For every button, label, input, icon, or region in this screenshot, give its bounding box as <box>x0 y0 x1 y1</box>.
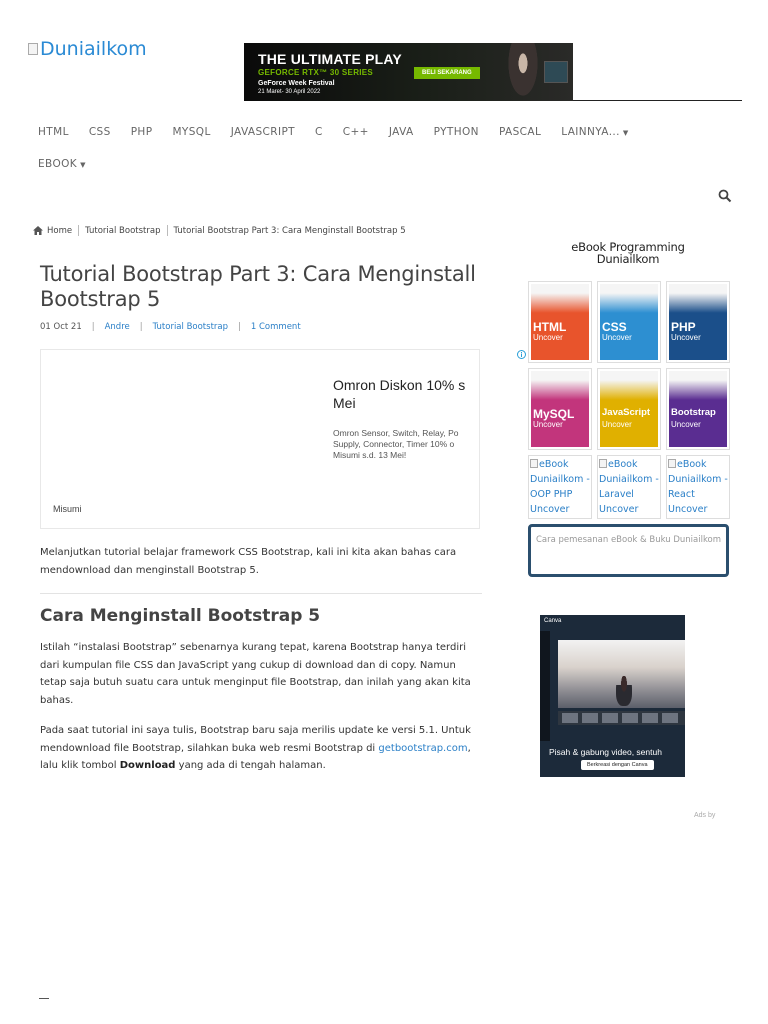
logo-alt-text: Duniailkom <box>40 38 147 60</box>
canva-sidebar <box>540 631 550 741</box>
main-nav <box>28 122 728 186</box>
article-intro: Melanjutkan tutorial belajar framework CSS Bootstrap, kali ini kita akan bahas cara mendownload dan menginstall Bootstrap 5. <box>40 547 457 576</box>
broken-image-icon <box>668 459 676 468</box>
ebook-broken-image-link[interactable]: eBook Duniailkom - Laravel Uncover <box>597 455 661 519</box>
banner-monitor-image <box>544 61 568 83</box>
inline-ad-description: Omron Sensor, Switch, Relay, Po Supply, Connector, Timer 10% o Misumi s.d. 13 Mei! <box>333 428 459 460</box>
ebook-sublabel: Uncover <box>533 333 563 342</box>
ebook-cover-javascript[interactable] <box>597 368 661 450</box>
article-meta: 01 Oct 21 | Andre | Tutorial Bootstrap | 1 Comment <box>40 322 301 332</box>
nav-item-html[interactable]: HTML <box>38 126 69 138</box>
ebook-cover-mysql[interactable] <box>528 368 592 450</box>
banner-subhead: GEFORCE RTX™ 30 SERIES <box>258 68 374 77</box>
order-info-link[interactable]: Cara pemesanan eBook & Buku Duniailkom <box>528 524 729 577</box>
inline-ad-source: Misumi <box>53 504 82 514</box>
broken-image-icon <box>530 459 538 468</box>
breadcrumb <box>33 225 406 236</box>
article-date: 01 Oct 21 <box>40 322 82 332</box>
site-logo[interactable] <box>28 38 147 60</box>
nav-item-java[interactable]: JAVA <box>388 126 414 138</box>
getbootstrap-link[interactable]: getbootstrap.com <box>378 742 468 754</box>
nav-item-php[interactable]: PHP <box>130 126 153 138</box>
section-heading: Cara Menginstall Bootstrap 5 <box>40 606 321 626</box>
breadcrumb-separator <box>78 225 79 236</box>
canva-logo: Canva <box>544 618 562 624</box>
top-banner-ad[interactable] <box>244 43 573 101</box>
broken-image-icon <box>28 43 38 55</box>
ebook-label: CSS <box>602 320 627 334</box>
banner-event: GeForce Week Festival <box>258 80 335 87</box>
ebook-label: Bootstrap <box>671 407 716 418</box>
nav-item-lainnya[interactable]: LAINNYA... ▼ <box>561 126 629 138</box>
download-keyword: Download <box>119 760 176 771</box>
nav-item-ebook[interactable]: EBOOK ▼ <box>38 158 86 170</box>
breadcrumb-current: Tutorial Bootstrap Part 3: Cara Menginstall Bootstrap 5 <box>173 225 406 236</box>
ebook-label: PHP <box>671 320 696 334</box>
nav-item-mysql[interactable]: MYSQL <box>172 126 211 138</box>
ads-by-label[interactable]: Ads by <box>694 812 716 819</box>
article-category-link[interactable]: Tutorial Bootstrap <box>152 322 229 332</box>
ebook-sublabel: Uncover <box>671 333 701 342</box>
canva-timeline <box>558 711 685 725</box>
ebook-broken-image-link[interactable]: eBook Duniailkom - OOP PHP Uncover <box>528 455 592 519</box>
footer-dash <box>39 998 49 999</box>
canva-tagline: Pisah & gabung video, sentuh <box>549 747 662 757</box>
caret-down-icon: ▼ <box>80 161 86 169</box>
ebook-label: MySQL <box>533 407 575 421</box>
banner-person-image <box>506 43 540 101</box>
ebook-sublabel: Uncover <box>533 420 563 429</box>
ebook-label: JavaScript <box>602 407 651 418</box>
home-icon <box>33 226 43 235</box>
info-icon[interactable] <box>517 350 526 359</box>
nav-item-javascript[interactable]: JAVASCRIPT <box>230 126 295 138</box>
nav-item-pascal[interactable]: PASCAL <box>498 126 542 138</box>
inline-ad-headline-2: Mei <box>333 395 356 411</box>
ebook-cover-bootstrap[interactable] <box>666 368 730 450</box>
section-divider <box>40 593 482 594</box>
nav-item-css[interactable]: CSS <box>88 126 111 138</box>
canva-preview-image <box>558 640 685 708</box>
canva-ad[interactable] <box>540 615 685 777</box>
article-paragraph-1: Istilah “instalasi Bootstrap” sebenarnya kurang tepat, karena Bootstrap hanya terdiri dari kumpulan file CSS dan JavaScript yang cukup di download dan di copy. Namun tetap saja butuh suatu cara untuk menginput file Bootstrap, dan inilah yang akan kita bahas. <box>40 642 471 706</box>
nav-item-python[interactable]: PYTHON <box>433 126 479 138</box>
breadcrumb-separator <box>167 225 168 236</box>
nav-row-2 <box>28 154 728 174</box>
banner-buy-button[interactable]: BELI SEKARANG <box>414 67 480 79</box>
canva-cta-button[interactable]: Berkreasi dengan Canva <box>581 760 654 770</box>
article-title: Tutorial Bootstrap Part 3: Cara Menginstall Bootstrap 5 <box>40 262 476 311</box>
ebook-cover-html[interactable] <box>528 281 592 363</box>
banner-dates: 21 Maret- 30 April 2022 <box>258 89 321 95</box>
banner-headline: THE ULTIMATE PLAY <box>258 51 402 67</box>
article-comments-link[interactable]: 1 Comment <box>250 322 301 332</box>
nav-item-c[interactable]: C <box>315 126 323 138</box>
article-paragraph-2: Pada saat tutorial ini saya tulis, Bootstrap baru saja merilis update ke versi 5.1. Untuk mendownload file Bootstrap, silahkan buka web resmi Bootstrap di getbootstrap.com, lalu klik tombol Download yang ada di tengah halaman. <box>40 725 471 771</box>
ebook-broken-image-link[interactable]: eBook Duniailkom - React Uncover <box>666 455 730 519</box>
caret-down-icon: ▼ <box>622 129 629 137</box>
breadcrumb-category[interactable]: Tutorial Bootstrap <box>85 225 161 236</box>
ebook-label: HTML <box>533 320 567 334</box>
ebook-cover-css[interactable] <box>597 281 661 363</box>
article-author-link[interactable]: Andre <box>104 322 130 332</box>
inline-ad[interactable] <box>40 349 480 529</box>
breadcrumb-home[interactable]: Home <box>47 225 73 236</box>
broken-image-icon <box>599 459 607 468</box>
sidebar-title: eBook Programming Duniailkom <box>571 240 685 266</box>
nav-row-1 <box>28 122 728 142</box>
search-icon[interactable] <box>718 189 732 203</box>
inline-ad-headline-1: Omron Diskon 10% s <box>333 377 466 393</box>
nav-item-cplusplus[interactable]: C++ <box>342 126 369 138</box>
ebook-sublabel: Uncover <box>602 333 632 342</box>
ebook-sublabel: Uncover <box>671 420 701 429</box>
header-divider <box>573 100 742 101</box>
canva-dancer-image <box>616 676 632 706</box>
ebook-sublabel: Uncover <box>602 420 632 429</box>
ebook-cover-php[interactable] <box>666 281 730 363</box>
